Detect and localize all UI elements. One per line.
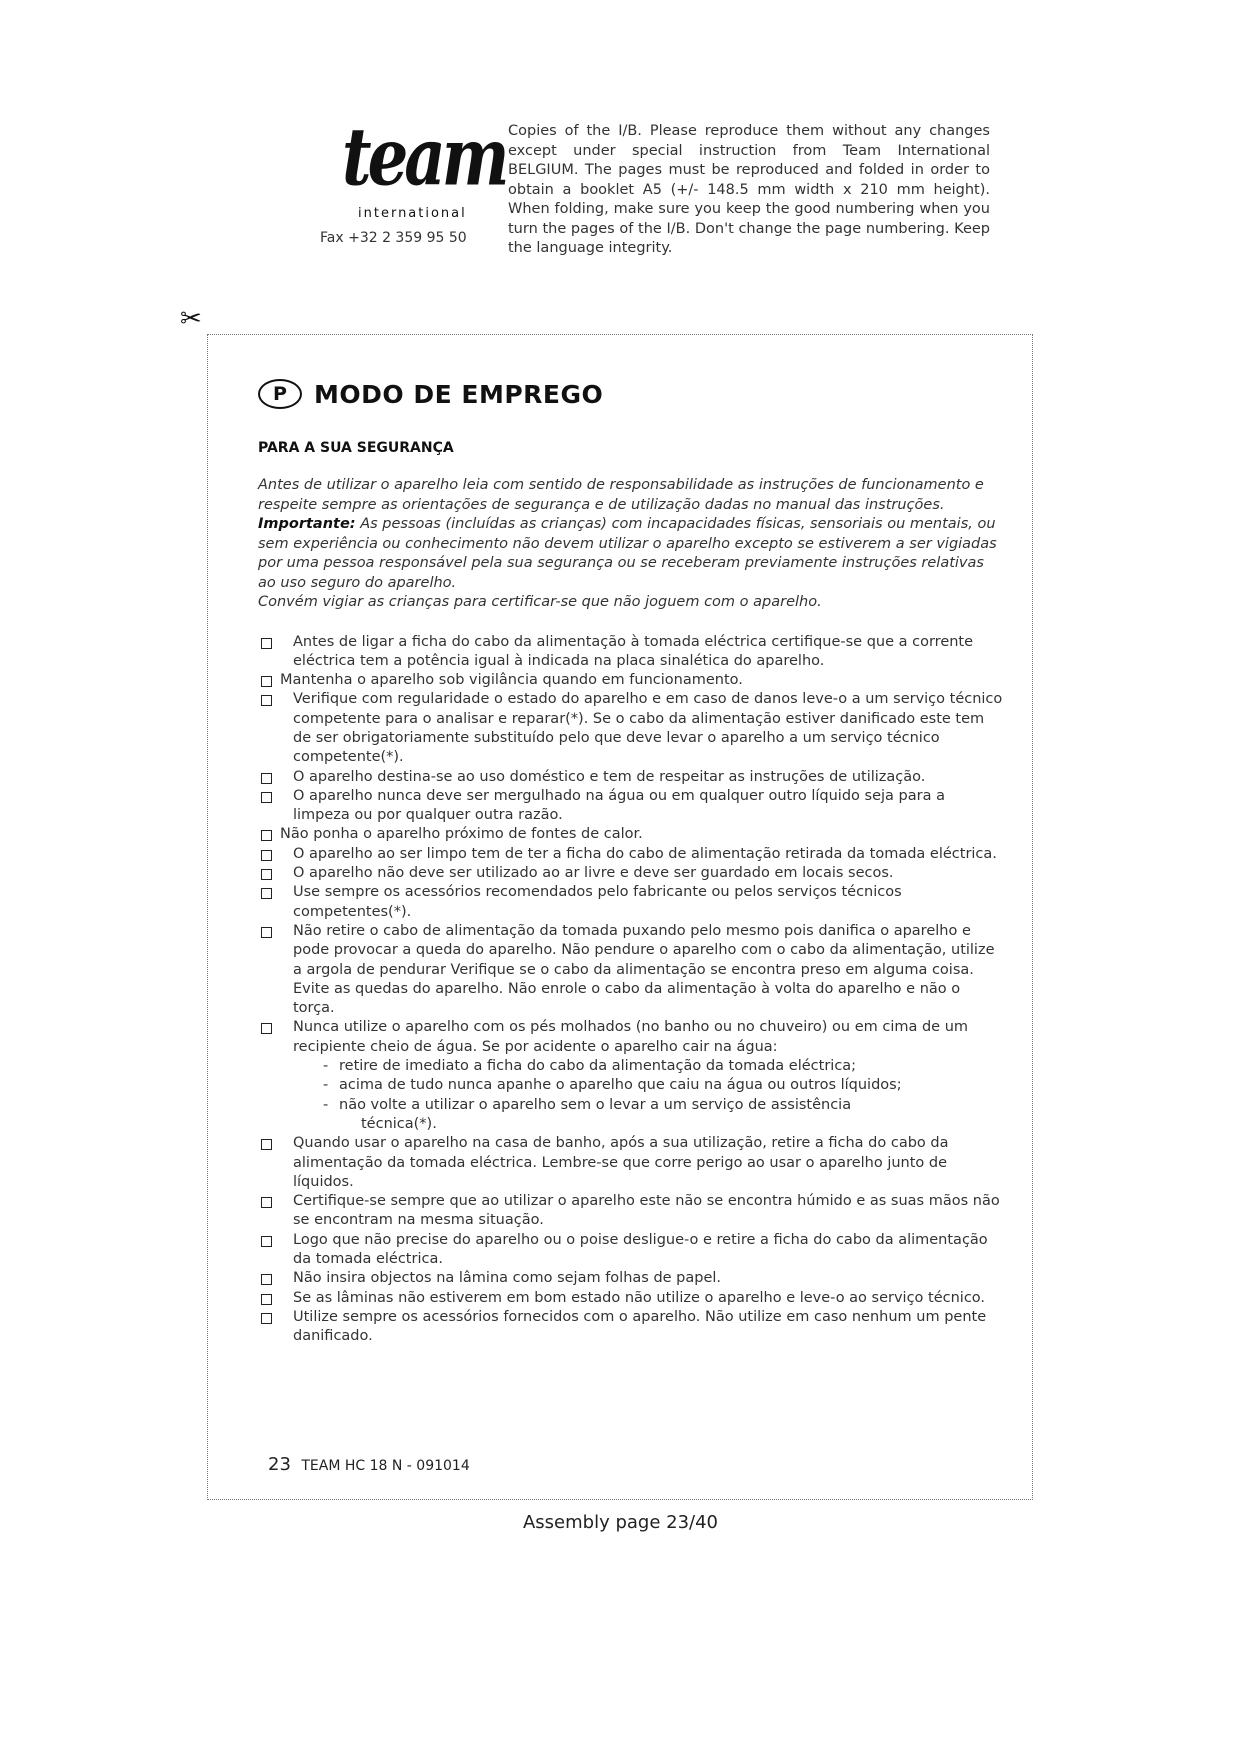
- scissors-icon: ✂: [180, 304, 202, 334]
- list-item: [258, 633, 1003, 672]
- list-item: [258, 1018, 1003, 1134]
- checkbox-icon: [261, 773, 272, 784]
- checkbox-icon: [261, 676, 272, 687]
- checkbox-icon: [261, 927, 272, 938]
- checkbox-icon: [261, 1313, 272, 1324]
- sublist-item-text: retire de imediato a ficha do cabo da alimentação da tomada eléctrica;: [339, 1058, 857, 1075]
- water-accident-sublist: [293, 1057, 1003, 1134]
- list-item-text: O aparelho nunca deve ser mergulhado na água ou em qualquer outro líquido seja para a limpeza ou por qualquer outra razão.: [293, 787, 945, 824]
- sublist-item-text: não volte a utilizar o aparelho sem o levar a um serviço de assistência: [339, 1096, 852, 1113]
- safety-list: [258, 633, 1003, 1347]
- list-item-text: Certifique-se sempre que ao utilizar o aparelho este não se encontra húmido e as suas mãos não se encontram na mesma situação.: [293, 1193, 1000, 1229]
- important-paragraph: [258, 515, 1003, 593]
- list-item: [258, 1289, 1003, 1308]
- list-item-text: Antes de ligar a ficha do cabo da alimentação à tomada eléctrica certifique-se que a corrente eléctrica tem a potência igual à indicada na placa sinalética do aparelho.: [293, 633, 974, 669]
- list-item-text: Utilize sempre os acessórios fornecidos com o aparelho. Não utilize em caso nenhum um pente danificado.: [293, 1308, 987, 1345]
- list-item: [258, 825, 1003, 844]
- children-paragraph: Convém vigiar as crianças para certificar-se que não joguem com o aparelho.: [258, 594, 822, 610]
- logo-wordmark: team: [342, 110, 506, 205]
- team-logo: [322, 110, 506, 230]
- list-item: [258, 671, 1003, 690]
- list-item: [258, 690, 1003, 767]
- sublist-item: - retire de imediato a ficha do cabo da alimentação da tomada eléctrica;: [323, 1058, 857, 1075]
- list-item-text: Não retire o cabo de alimentação da tomada puxando pelo mesmo pois danifica o aparelho e pode provocar a queda do aparelho. Não pendure o aparelho com o cabo da alimentação, utilize a argola de pendurar Verifique se o cabo da alimentação se encontra preso em alguma coisa. Evite as quedas do aparelho. Não enrole o cabo da alimentação à volta do aparelho e não o torça.: [293, 922, 995, 1017]
- sublist-item-continuation: técnica(*).: [361, 1115, 437, 1132]
- checkbox-icon: [261, 1197, 272, 1208]
- intro-paragraph: Antes de utilizar o aparelho leia com sentido de responsabilidade as instruções de funcionamento e respeite sempre as orientações de segurança e de utilização dadas no manual das instruções.: [258, 477, 984, 513]
- list-item: [258, 1231, 1003, 1270]
- checkbox-icon: [261, 1236, 272, 1247]
- title-row: [258, 374, 1003, 414]
- logo-subtitle: international: [358, 206, 467, 221]
- checkbox-icon: [261, 850, 272, 861]
- important-label: Importante:: [258, 516, 356, 532]
- checkbox-icon: [261, 1139, 272, 1150]
- list-item: [258, 787, 1003, 826]
- checkbox-icon: [261, 869, 272, 880]
- sublist-item: - acima de tudo nunca apanhe o aparelho que caiu na água ou outros líquidos;: [323, 1077, 902, 1094]
- list-item-text: Se as lâminas não estiverem em bom estado não utilize o aparelho e leve-o ao serviço técnico.: [293, 1289, 986, 1306]
- checkbox-icon: [261, 888, 272, 899]
- assembly-page-label: Assembly page 23/40: [522, 1512, 719, 1533]
- list-item: [258, 1308, 1003, 1347]
- checkbox-icon: [261, 830, 272, 841]
- checkbox-icon: [261, 1274, 272, 1285]
- checkbox-icon: [261, 1294, 272, 1305]
- list-item-text: Logo que não precise do aparelho ou o poise desligue-o e retire a ficha do cabo da alimentação da tomada eléctrica.: [293, 1231, 988, 1267]
- list-item-text: O aparelho não deve ser utilizado ao ar livre e deve ser guardado em locais secos.: [293, 865, 894, 882]
- manual-page: [258, 374, 1003, 1346]
- language-badge: P: [258, 379, 302, 409]
- sublist-item: - não volte a utilizar o aparelho sem o levar a um serviço de assistência: [323, 1096, 852, 1113]
- list-item: [258, 922, 1003, 1018]
- reproduction-note: Copies of the I/B. Please reproduce them without any changes except under special instruction from Team International BELGIUM. The pages must be reproduced and folded in order to obtain a booklet A5 (+/- 148.5 mm width x 210 mm height). When folding, make sure you keep the good numbering when you turn the pages of the I/B. Don't change the page numbering. Keep the language integrity.: [508, 123, 990, 256]
- page-number: 23: [268, 1454, 291, 1475]
- list-item: [258, 864, 1003, 883]
- list-item: [258, 883, 1003, 922]
- model-code: TEAM HC 18 N - 091014: [301, 1458, 470, 1474]
- important-text: As pessoas (incluídas as crianças) com incapacidades físicas, sensoriais ou mentais, ou sem experiência ou conhecimento não devem utilizar o aparelho excepto se estiverem a ser vigiadas por uma pessoa responsável pela sua segurança ou se receberam previamente instruções relativas ao uso seguro do aparelho.: [258, 516, 997, 591]
- list-item-text: Verifique com regularidade o estado do aparelho e em caso de danos leve-o a um serviço técnico competente para o analisar e reparar(*). Se o cabo da alimentação estiver danificado este tem de ser obrigatoriamente substituído pelo que deve levar o aparelho a um serviço técnico competente(*).: [293, 691, 1003, 766]
- list-item-text: O aparelho destina-se ao uso doméstico e tem de respeitar as instruções de utilização.: [293, 768, 926, 785]
- list-item: [258, 845, 1003, 864]
- list-item-text: Mantenha o aparelho sob vigilância quando em funcionamento.: [280, 672, 743, 689]
- list-item: [258, 1134, 1003, 1192]
- checkbox-icon: [261, 1023, 272, 1034]
- list-item-text: O aparelho ao ser limpo tem de ter a ficha do cabo de alimentação retirada da tomada eléctrica.: [293, 845, 997, 862]
- checkbox-icon: [261, 638, 272, 649]
- list-item-text: Não insira objectos na lâmina como sejam folhas de papel.: [293, 1270, 722, 1287]
- list-item-text: Não ponha o aparelho próximo de fontes de calor.: [280, 826, 643, 843]
- page-footer: [268, 1454, 470, 1475]
- list-item: [258, 1192, 1003, 1231]
- checkbox-icon: [261, 695, 272, 706]
- list-item-text: Use sempre os acessórios recomendados pelo fabricante ou pelos serviços técnicos competentes(*).: [293, 884, 902, 920]
- section-heading: PARA A SUA SEGURANÇA: [258, 440, 454, 456]
- list-item: [258, 768, 1003, 787]
- page-title: MODO DE EMPREGO: [314, 379, 604, 409]
- list-item-text: Nunca utilize o aparelho com os pés molhados (no banho ou no chuveiro) ou em cima de um recipiente cheio de água. Se por acidente o aparelho cair na água:: [293, 1019, 969, 1055]
- list-item: [258, 1269, 1003, 1288]
- intro-text: [258, 476, 1003, 613]
- checkbox-icon: [261, 792, 272, 803]
- list-item-text: Quando usar o aparelho na casa de banho, após a sua utilização, retire a ficha do cabo da alimentação da tomada eléctrica. Lembre-se que corre perigo ao usar o aparelho junto de líquidos.: [293, 1135, 949, 1190]
- sublist-item-text: acima de tudo nunca apanhe o aparelho que caiu na água ou outros líquidos;: [339, 1077, 902, 1094]
- fax-number: Fax +32 2 359 95 50: [320, 230, 467, 246]
